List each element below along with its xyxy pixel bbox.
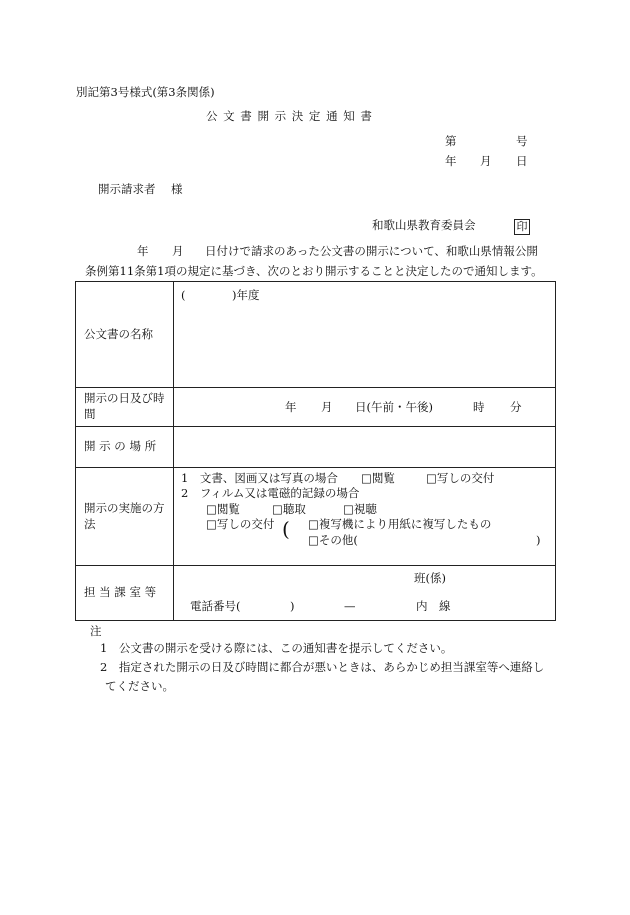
recipient-label: 開示請求者 xyxy=(98,182,156,196)
datetime-hour: 時 xyxy=(473,400,485,414)
label-department: 担 当 課 室 等 xyxy=(76,566,174,621)
method-line-2: 2 フィルム又は電磁的記録の場合 xyxy=(181,486,360,500)
issuer-name: 和歌山県教育委員会 xyxy=(372,218,476,232)
number-suffix: 号 xyxy=(516,134,528,148)
notes-heading: 注 xyxy=(90,624,102,638)
table-row-document-name xyxy=(76,282,556,388)
phone-close: ) xyxy=(290,599,295,613)
datetime-year: 年 xyxy=(285,400,297,414)
recipient-honorific: 様 xyxy=(171,182,183,196)
dept-section: 班(係) xyxy=(414,571,446,585)
checkbox-view-1[interactable]: □閲覧 xyxy=(361,471,395,485)
checkbox-listen[interactable]: □聴取 xyxy=(272,502,306,516)
body-year: 年 xyxy=(137,244,149,258)
table-row-department xyxy=(76,566,556,621)
checkbox-other[interactable]: □その他( xyxy=(308,533,358,547)
label-datetime: 開示の日及び時間 xyxy=(76,388,174,427)
body-line2: 条例第11条第1項の規定に基づき、次のとおり開示することと決定したので通知します。 xyxy=(85,264,543,278)
field-datetime[interactable] xyxy=(174,388,556,427)
name-year-suffix: )年度 xyxy=(232,288,260,302)
checkbox-copy-delivery-1[interactable]: □写しの交付 xyxy=(426,471,495,485)
method-line-1: 1 文書、図画又は写真の場合 xyxy=(181,471,338,485)
other-close-paren: ) xyxy=(536,533,541,547)
phone-label: 電話番号( xyxy=(190,599,241,613)
official-seal-box: 印 xyxy=(514,219,530,235)
checkbox-view-2[interactable]: □閲覧 xyxy=(206,502,240,516)
label-place: 開 示 の 場 所 xyxy=(76,427,174,468)
number-prefix: 第 xyxy=(445,134,457,148)
name-paren-open: ( xyxy=(181,288,186,302)
body-month: 月 xyxy=(172,244,184,258)
note-item-1: 1 公文書の開示を受ける際には、この通知書を提示してください。 xyxy=(100,641,453,655)
date-day: 日 xyxy=(516,154,528,168)
field-document-name[interactable] xyxy=(174,282,556,388)
checkbox-watch[interactable]: □視聴 xyxy=(343,502,377,516)
notice-table xyxy=(75,281,556,621)
field-place[interactable] xyxy=(174,427,556,468)
field-method xyxy=(174,468,556,566)
checkbox-copy-machine[interactable]: □複写機により用紙に複写したもの xyxy=(308,517,492,531)
datetime-minute: 分 xyxy=(510,400,522,414)
extension-label: 内 線 xyxy=(416,599,451,613)
body-line1: 日付けで請求のあった公文書の開示について、和歌山県情報公開 xyxy=(205,244,538,258)
note-item-2-line-2: てください。 xyxy=(105,679,174,693)
table-row-datetime xyxy=(76,388,556,427)
table-row-method xyxy=(76,468,556,566)
date-year: 年 xyxy=(445,154,457,168)
label-method: 開示の実施の方法 xyxy=(76,468,174,566)
checkbox-copy-delivery-2[interactable]: □写しの交付 xyxy=(206,517,275,531)
date-month: 月 xyxy=(480,154,492,168)
datetime-month: 月 xyxy=(321,400,333,414)
note-item-2-line-1: 2 指定された開示の日及び時間に都合が悪いときは、あらかじめ担当課室等へ連絡し xyxy=(100,660,545,674)
sub-options-bracket: ( xyxy=(282,517,290,541)
phone-dash: — xyxy=(344,599,356,613)
datetime-day-ampm: 日(午前・午後) xyxy=(355,400,433,414)
document-title: 公 文 書 開 示 決 定 通 知 書 xyxy=(206,109,373,123)
field-department[interactable] xyxy=(174,566,556,621)
form-reference: 別記第3号様式(第3条関係) xyxy=(76,85,215,99)
label-document-name: 公文書の名称 xyxy=(76,282,174,388)
table-row-place xyxy=(76,427,556,468)
